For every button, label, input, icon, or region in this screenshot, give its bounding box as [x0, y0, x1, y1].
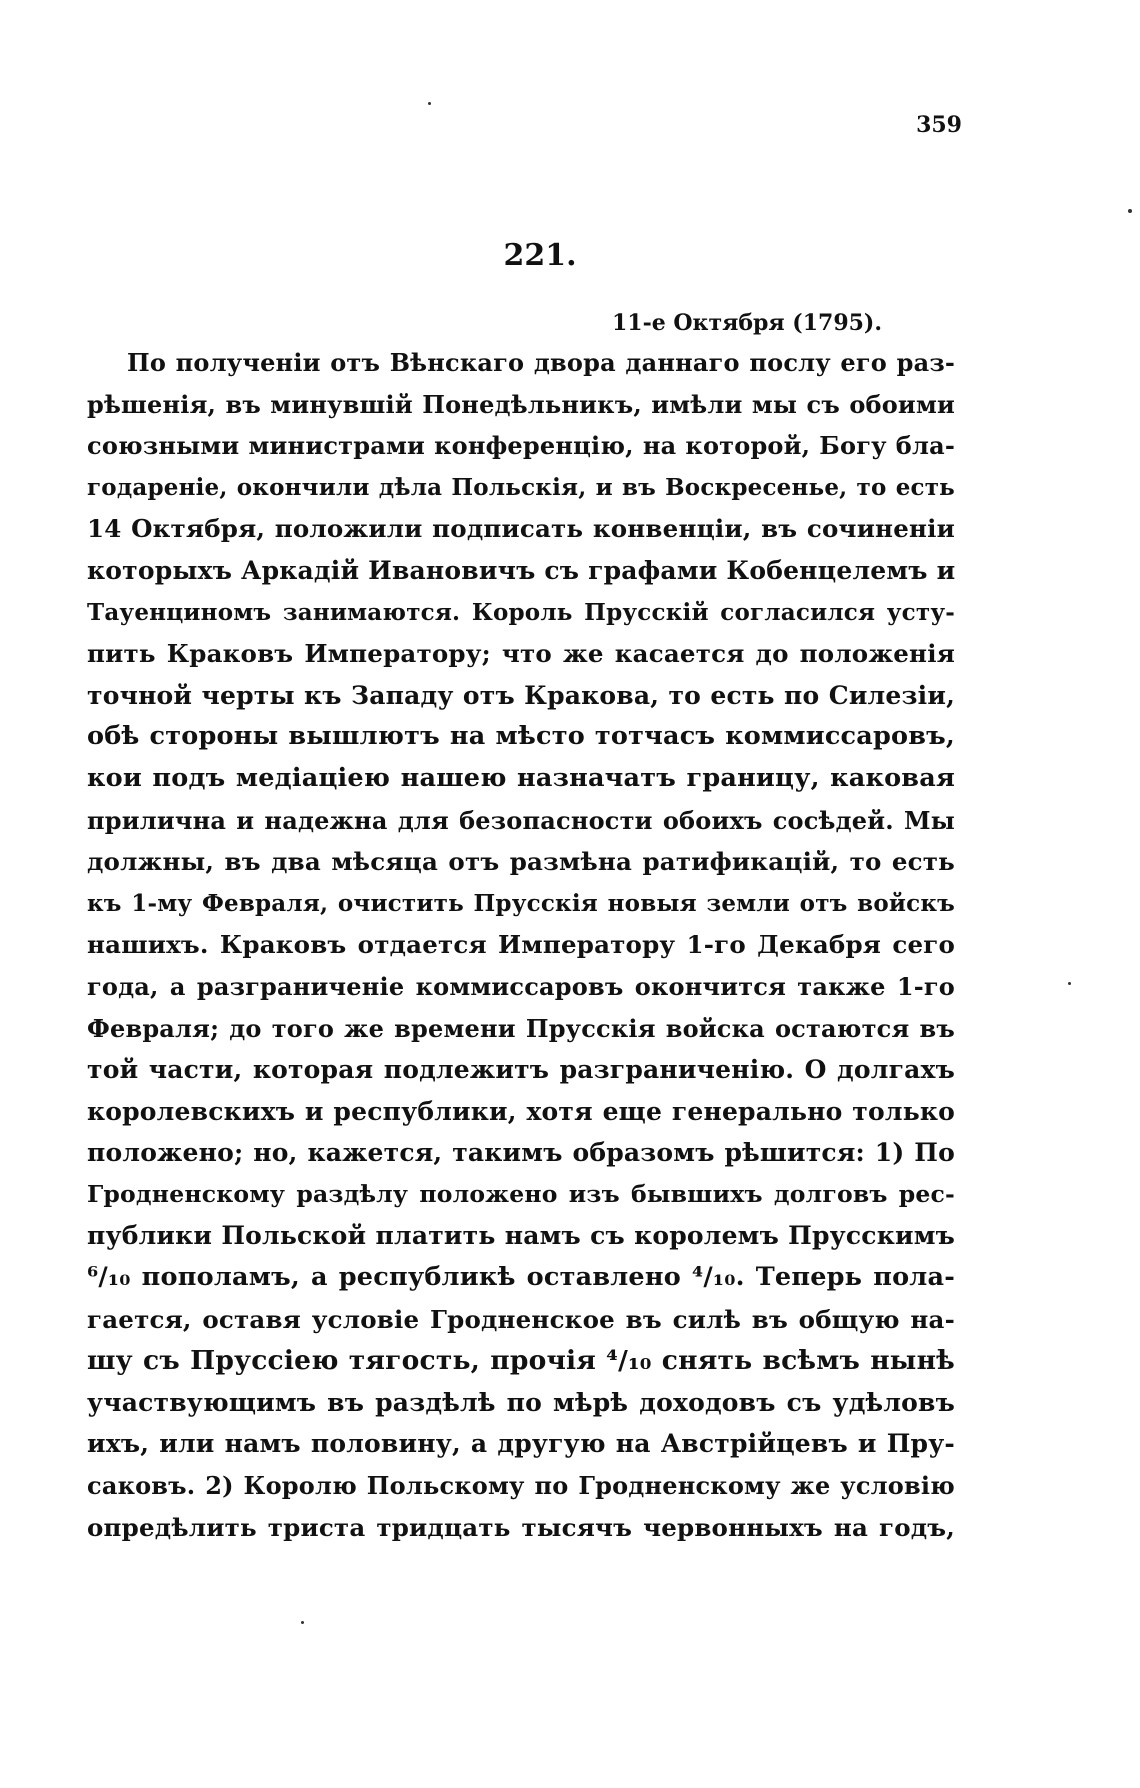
- body-line: 14 Октября, положили подписать конвенціи, въ сочиненіи: [87, 514, 955, 544]
- body-line: годареніе, окончили дѣла Польскія, и въ Воскресенье, то есть: [87, 473, 955, 501]
- page-number: 359: [916, 112, 962, 138]
- body-line: положено; но, кажется, такимъ образомъ рѣшится: 1) По: [87, 1138, 955, 1168]
- body-line: опредѣлить триста тридцать тысячъ червонныхъ на годъ,: [87, 1512, 955, 1542]
- body-line: гается, оставя условіе Гродненское въ силѣ въ общую на-: [87, 1304, 955, 1334]
- body-line: прилична и надежна для безопасности обоихъ сосѣдей. Мы: [87, 805, 955, 835]
- body-line: кои подъ медіаціею нашею назначатъ границу, каковая: [87, 762, 955, 793]
- body-line: публики Польской платить намъ съ королемъ Прусскимъ: [87, 1221, 955, 1251]
- body-line: которыхъ Аркадій Ивановичъ съ графами Кобенцелемъ и: [87, 555, 956, 585]
- body-line: нашихъ. Краковъ отдается Императору 1-го Декабря сего: [87, 930, 955, 960]
- body-line: саковъ. 2) Королю Польскому по Гродненскому же условію: [87, 1471, 955, 1501]
- scan-speck: [428, 102, 431, 105]
- body-line: пить Краковъ Императору; что же касается до положенія: [87, 639, 955, 669]
- scan-speck: [1128, 209, 1132, 213]
- body-line: той части, которая подлежитъ разграниченію. О долгахъ: [87, 1055, 955, 1085]
- body-line: должны, въ два мѣсяца отъ размѣна ратификацій, то есть: [87, 847, 955, 877]
- body-line: ихъ, или намъ половину, а другую на Австрійцевъ и Пру-: [87, 1429, 955, 1459]
- body-line: точной черты къ Западу отъ Кракова, то есть по Силезіи,: [87, 680, 955, 710]
- body-line: обѣ стороны вышлютъ на мѣсто тотчасъ коммиссаровъ,: [87, 721, 955, 752]
- scan-speck: [1068, 982, 1071, 985]
- body-line: къ 1-му Февраля, очистить Прусскія новыя земли отъ войскъ: [87, 889, 955, 917]
- body-line: королевскихъ и республики, хотя еще генерально только: [87, 1096, 955, 1126]
- body-line: ⁶/₁₀ пополамъ, а республикѣ оставлено ⁴/₁₀. Теперь пола-: [87, 1262, 955, 1293]
- body-line: рѣшенія, въ минувшій Понедѣльникъ, имѣли мы съ обоими: [87, 389, 955, 419]
- letter-date: 11-е Октября (1795).: [611, 310, 882, 336]
- body-line: шу съ Пруссіею тягость, прочія ⁴/₁₀ снять всѣмъ нынѣ: [87, 1345, 955, 1377]
- body-line: союзными министрами конференцію, на которой, Богу бла-: [87, 431, 955, 461]
- body-line: Февраля; до того же времени Прусскія войска остаются въ: [87, 1013, 955, 1043]
- body-line: По полученіи отъ Вѣнскаго двора даннаго послу его раз-: [127, 348, 955, 377]
- body-line: года, а разграниченіе коммиссаровъ окончится также 1-го: [87, 971, 955, 1001]
- document-number: 221.: [503, 238, 577, 273]
- letter-body: [87, 342, 955, 1548]
- body-line: Тауенциномъ занимаются. Король Прусскій согласился усту-: [87, 598, 955, 626]
- scan-speck: [301, 1621, 304, 1624]
- body-line: Гродненскому раздѣлу положено изъ бывшихъ долговъ рес-: [87, 1179, 955, 1208]
- body-line: участвующимъ въ раздѣлѣ по мѣрѣ доходовъ съ удѣловъ: [87, 1387, 955, 1417]
